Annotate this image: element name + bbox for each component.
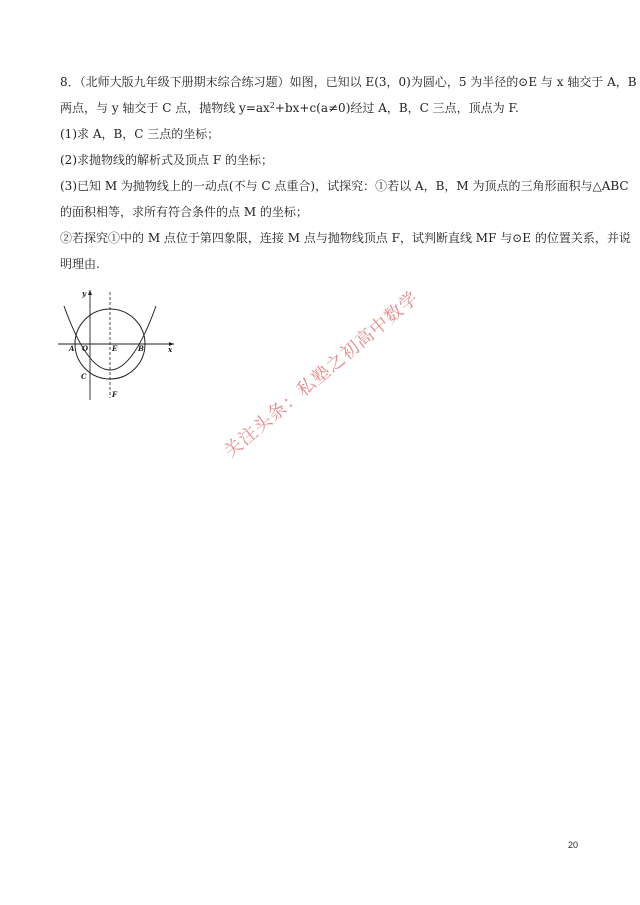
problem-line-2 bbox=[60, 100, 600, 116]
label-o: O bbox=[82, 344, 89, 353]
parabola-text-start: 两点，与 y 轴交于 C 点，抛物线 y=ax bbox=[60, 101, 270, 115]
question-3-line-2: 的面积相等，求所有符合条件的点 M 的坐标； bbox=[60, 205, 308, 219]
watermark: 关注头条：私塾之初高中数学 bbox=[220, 287, 423, 463]
question-3-line-1: (3)已知 M 为抛物线上的一动点(不与 C 点重合)，试探究：①若以 A，B，M 为顶点的三角形面积与△ABC bbox=[60, 179, 629, 193]
question-4-line-1: ②若探究①中的 M 点位于第四象限，连接 M 点与抛物线顶点 F，试判断直线 MF 与⊙E 的位置关系，并说 bbox=[60, 231, 631, 245]
problem-statement-start: 8．（北师大版九年级下册期末综合练习题）如图，已知以 E(3，0)为圆心，5 为半径的⊙E 与 x 轴交于 A，B bbox=[60, 75, 637, 89]
label-c: C bbox=[81, 372, 87, 381]
problem-line-1 bbox=[60, 74, 637, 90]
label-y: y bbox=[82, 289, 87, 298]
label-a: A bbox=[69, 344, 75, 353]
figure-svg bbox=[58, 288, 178, 404]
label-e: E bbox=[112, 344, 118, 353]
label-x: x bbox=[168, 345, 173, 354]
question-2: (2)求抛物线的解析式及顶点 F 的坐标； bbox=[60, 153, 273, 167]
label-f: F bbox=[112, 390, 117, 399]
y-axis-arrow-icon bbox=[88, 290, 92, 295]
label-b: B bbox=[138, 344, 144, 353]
parabola-text-end: +bx+c(a≠0)经过 A，B，C 三点，顶点为 F. bbox=[274, 101, 519, 115]
geometry-figure bbox=[58, 288, 178, 404]
problem-text bbox=[60, 74, 637, 272]
page-number: 20 bbox=[568, 840, 579, 850]
question-4-line-2: 明理由. bbox=[60, 257, 100, 271]
exponent: 2 bbox=[269, 101, 275, 110]
question-1: (1)求 A，B，C 三点的坐标； bbox=[60, 127, 220, 141]
